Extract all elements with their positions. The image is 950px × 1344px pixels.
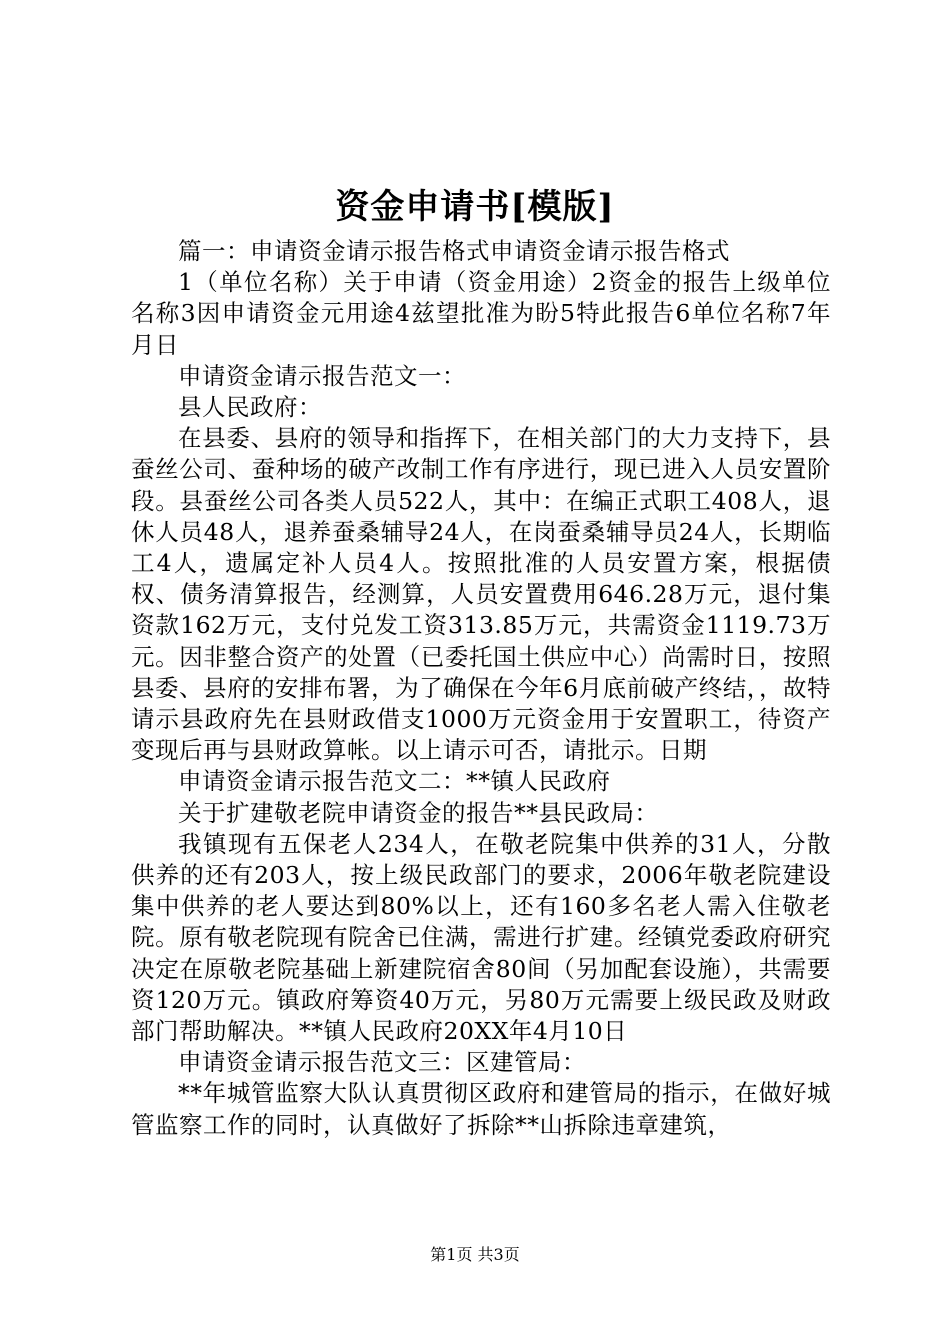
paragraph: 申请资金请示报告范文一： [178,361,466,390]
document-body [131,236,831,1141]
paragraph: 申请资金请示报告范文二：**镇人民政府 [178,767,611,796]
paragraph: 1（单位名称）关于申请（资金用途）2资金的报告上级单位名称3因申请资金元用途4兹望批准为盼5特此报告6单位名称7年月日 [131,268,831,359]
paragraph: 县人民政府： [178,393,322,422]
paragraph: 申请资金请示报告范文三：区建管局： [178,1048,586,1077]
paragraph: 篇一：申请资金请示报告格式申请资金请示报告格式 [178,237,730,265]
paragraph: 我镇现有五保老人234人，在敬老院集中供养的31人，分散供养的还有203人，按上级民政部门的要求，2006年敬老院建设集中供养的老人要达到80%以上，还有160多名老人需入住敬老院。原有敬老院现有院舍已住满，需进行扩建。经镇党委政府研究决定在原敬老院基础上新建院宿舍80间（另加配套设施），共需要资120万元。镇政府筹资40万元，另80万元需要上级民政及财政部门帮助解决。**镇人民政府20XX年4月10日 [131,829,831,1046]
paragraph: 关于扩建敬老院申请资金的报告**县民政局： [178,798,659,827]
page-indicator: 第1页 共3页 [430,1245,520,1264]
paragraph: **年城管监察大队认真贯彻区政府和建管局的指示，在做好城管监察工作的同时，认真做好了拆除**山拆除违章建筑， [131,1079,831,1139]
paragraph: 在县委、县府的领导和指挥下，在相关部门的大力支持下，县蚕丝公司、蚕种场的破产改制工作有序进行，现已进入人员安置阶段。县蚕丝公司各类人员522人，其中：在编正式职工408人，退休人员48人，退养蚕桑辅导24人，在岗蚕桑辅导员24人，长期临工4人，遗属定补人员4人。按照批准的人员安置方案，根据债权、债务清算报告，经测算，人员安置费用646.28万元，退付集资款162万元，支付兑发工资313.85万元，共需资金1119.73万元。因非整合资产的处置（已委托国土供应中心）尚需时日，按照县委、县府的安排布署，为了确保在今年6月底前破产终结，，故特请示县政府先在县财政借支1000万元资金用于安置职工，待资产变现后再与县财政算帐。以上请示可否，请批示。日期 [131,424,831,765]
document-title: 资金申请书[模版] [335,187,615,227]
